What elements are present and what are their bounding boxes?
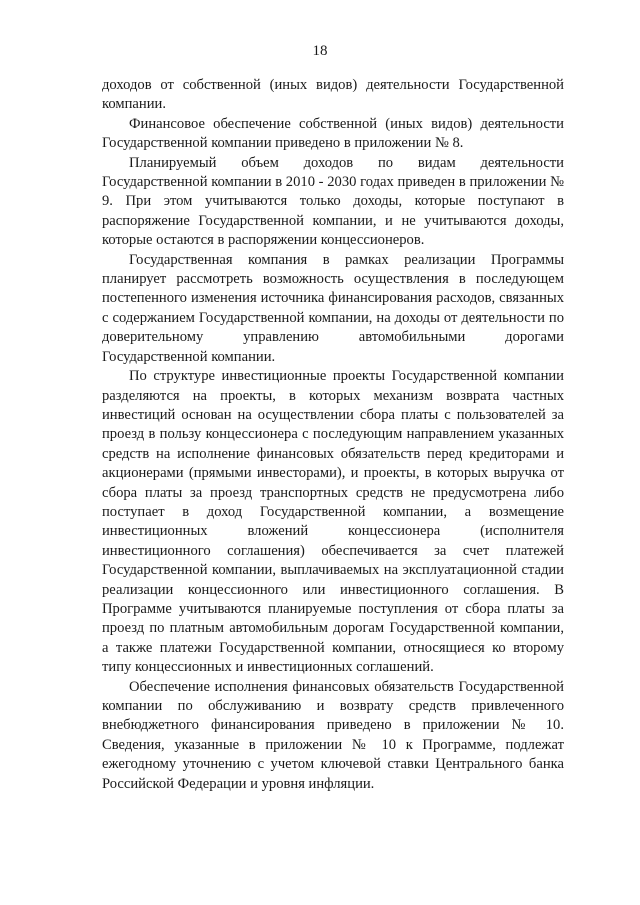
paragraph-investment-projects-structure: По структуре инвестиционные проекты Государственной компании разделяются на проекты, в которых механизм возврата частных инвестиций основан на осуществлении сбора платы с пользователей за проезд в пользу концессионера с последующим направлением указанных средств на исполнение финансовых обязательств перед кредиторами и акционерами (прямыми инвесторами), и проекты, в которых выручка от сбора платы за проезд транспортных средств не предусмотрена либо поступает в доход Государственной компании, а возмещение инвестиционных вложений концессионера (исполнителя инвестиционного соглашения) обеспечивается за счет платежей Государственной компании, выплачиваемых на эксплуатационной стадии реализации концессионного или инвестиционного соглашения. В Программе учитываются планируемые поступления от сбора платы за проезд по платным автомобильным дорогам Государственной компании, а также платежи Государственной компании, относящиеся ко второму типу концессионных и инвестиционных соглашений. [102,368,564,676]
paragraph-planned-revenue: Планируемый объем доходов по видам деятельности Государственной компании в 2010 - 2030 годах приведен в приложении № 9. При этом учитываются только доходы, которые поступают в распоряжение Государственной компании, и не учитываются доходы, которые остаются в распоряжении концессионеров. [102,154,564,249]
document-body [102,76,564,794]
paragraph-financial-support: Финансовое обеспечение собственной (иных видов) деятельности Государственной компании приведено в приложении № 8. [102,115,564,152]
paragraph-funding-source-change: Государственная компания в рамках реализации Программы планирует рассмотреть возможность осуществления в последующем постепенного изменения источника финансирования расходов, связанных с содержанием Государственной компании, на доходы от деятельности по доверительному управлению автомобильными дорогами Государственной компании. [102,251,564,365]
page-number: 18 [312,43,328,59]
paragraph-continuation: доходов от собственной (иных видов) деятельности Государственной компании. [102,77,564,113]
paragraph-financial-obligations: Обеспечение исполнения финансовых обязательств Государственной компании по обслуживанию и возврату средств привлеченного внебюджетного финансирования приведено в приложении № 10. Сведения, указанные в приложении № 10 к Программе, подлежат ежегодному уточнению с учетом ключевой ставки Центрального банка Российской Федерации и уровня инфляции. [102,678,564,792]
